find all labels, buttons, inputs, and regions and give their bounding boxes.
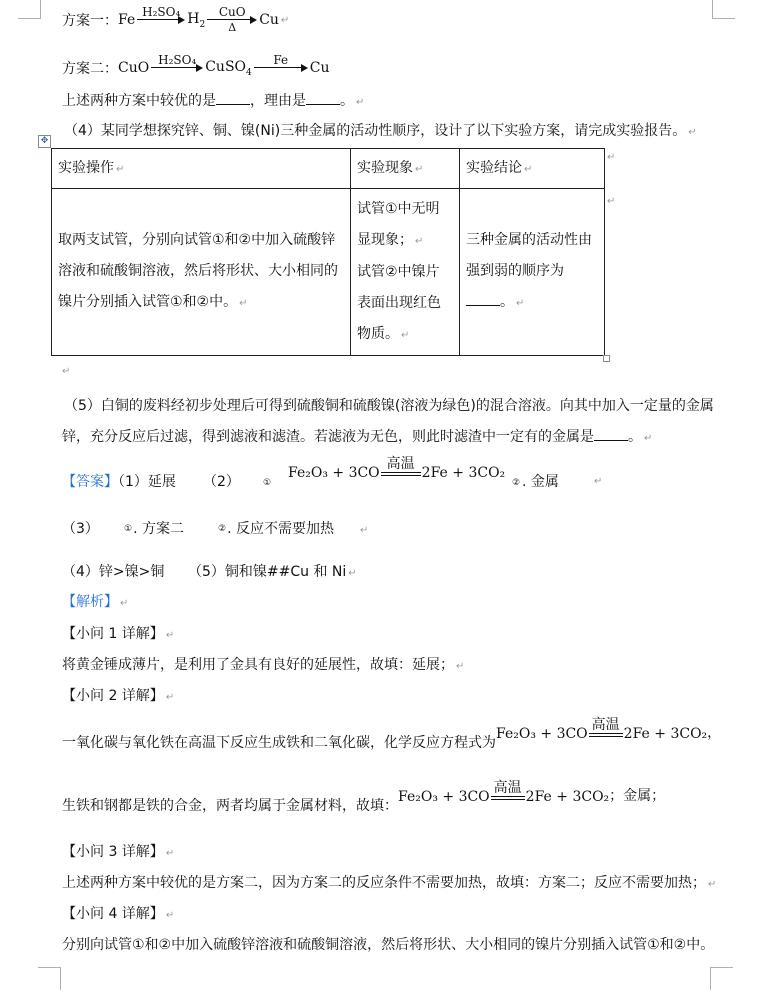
sub-question-1-text: 将黄金锤成薄片，是利用了金具有良好的延展性，故填：延展； ↵ (62, 657, 465, 673)
analysis-tag: 【解析】 ↵ (62, 594, 129, 610)
q4-intro: （4）某同学想探究锌、铜、镍(Ni)三种金属的活动性顺序，设计了以下实验方案，请完成实验报告。 ↵ (64, 123, 697, 139)
plan2-product: Cu (309, 60, 330, 76)
plan2-cuo: CuO (118, 60, 150, 76)
answer-blank (466, 291, 500, 306)
answer-line-1: 【答案】（1）延展 (62, 474, 176, 490)
header-phenomenon: 实验现象 ↵ (351, 149, 460, 189)
answer-line-4: （4）锌>镍>铜 (62, 564, 165, 580)
experiment-report-table (51, 148, 605, 356)
page-corner-bottom-left (38, 967, 61, 990)
sub-question-1-title: 【小问 1 详解】 ↵ (62, 626, 175, 642)
answer-blank (306, 90, 340, 105)
plan2-arrow2 (254, 54, 308, 82)
analysis-equation-2: Fe₂O₃ + 3CO 高温 2Fe + 3CO₂ ；金属； (398, 780, 666, 805)
cell-operation: 取两支试管，分别向试管①和②中加入硫酸锌 溶液和硫酸铜溶液，然后将形状、大小相同的 镍片分别插入试管①和②中。 ↵ (52, 189, 351, 356)
plan1-label: 方案一： (62, 13, 118, 29)
table-header-row (52, 149, 605, 189)
sub-question-3-text: 上述两种方案中较优的是方案二，因为方案二的反应条件不需要加热，故填：方案二；反应不需要加热； ↵ (62, 875, 717, 891)
answer-2-circle-2: ② (512, 478, 521, 488)
plan1-arrow2 (207, 6, 257, 34)
sub-question-2-text1: 一氧化碳与氧化铁在高温下反应生成铁和二氧化碳，化学反应方程式为 (62, 735, 496, 751)
plan1-product: Cu (259, 12, 279, 28)
table-row (52, 189, 605, 356)
plan2-reagent2: Fe (273, 53, 289, 67)
q5-line2: 锌，充分反应后过滤，得到滤液和滤渣。若滤液为无色，则此时滤渣中一定有的金属是 。 ↵ (62, 426, 652, 449)
analysis-equation-1: Fe₂O₃ + 3CO 高温 2Fe + 3CO₂ ， (496, 717, 722, 742)
answer-2-number: （2） (203, 474, 240, 490)
page-corner-bottom-right (710, 967, 733, 990)
answer-line-5: （5）铜和镍##Cu 和 Ni ↵ (188, 564, 357, 580)
header-conclusion: 实验结论 ↵ (460, 149, 605, 189)
table-move-handle-icon[interactable]: ✥ (38, 135, 51, 148)
paragraph-mark: ↵ (280, 14, 290, 26)
plan1-reagent2: CuO (218, 5, 246, 19)
plan1-fe: Fe (118, 12, 136, 28)
answer-line-3: （3） (62, 521, 99, 537)
answer-tag: 【答案】 (62, 474, 118, 490)
q3-line: 上述两种方案中较优的是 ，理由是 。 ↵ (62, 90, 364, 113)
page-corner-top-right (712, 0, 735, 19)
plan2-label: 方案二： (62, 61, 118, 77)
cell-phenomenon: 试管①中无明 显现象； ↵ 试管②中镍片 表面出现红色 物质。 ↵ (351, 189, 460, 356)
plan2-reagent1: H₂SO₄ (158, 53, 197, 67)
sub-question-3-title: 【小问 3 详解】 ↵ (62, 844, 175, 860)
answer-blank (594, 426, 628, 441)
plan2-reaction (62, 54, 329, 82)
plan1-heat-condition: Δ (228, 21, 237, 34)
plan1-reaction (62, 6, 289, 34)
plan2-mid: CuSO$_4$ (205, 58, 252, 78)
q5-line1: （5）白铜的废料经初步处理后可得到硫酸铜和硫酸镍(溶液为绿色)的混合溶液。向其中加入一定量的金属 (64, 398, 714, 414)
plan1-reagent1: H₂SO₄ (142, 5, 181, 19)
sub-question-4-title: 【小问 4 详解】 ↵ (62, 906, 175, 922)
answer-3-detail: ①. 方案二 (124, 521, 184, 537)
answer-2-metal: . 金属 (522, 474, 559, 490)
header-operation: 实验操作 ↵ (52, 149, 351, 189)
answer-2-equation: Fe₂O₃ + 3CO 高温 2Fe + 3CO₂ (288, 456, 506, 481)
sub-question-2-text2: 生铁和钢都是铁的合金，两者均属于金属材料，故填： (62, 798, 398, 814)
plan1-arrow1 (137, 6, 185, 34)
answer-2-circle-1: ① (263, 478, 272, 488)
page-corner-top-left (18, 0, 41, 19)
plan2-arrow1 (151, 54, 203, 82)
table-resize-handle[interactable] (603, 355, 610, 362)
answer-3-detail-2: ②. 反应不需要加热 ↵ (218, 521, 369, 537)
answer-blank (216, 90, 250, 105)
plan1-h2: $H_2$ (187, 10, 206, 30)
sub-question-2-title: 【小问 2 详解】 ↵ (62, 688, 175, 704)
sub-question-4-text: 分别向试管①和②中加入硫酸锌溶液和硫酸铜溶液，然后将形状、大小相同的镍片分别插入试管①和②中。 (62, 937, 715, 953)
cell-conclusion: 三种金属的活动性由 强到弱的顺序为 。 ↵ (460, 189, 605, 356)
